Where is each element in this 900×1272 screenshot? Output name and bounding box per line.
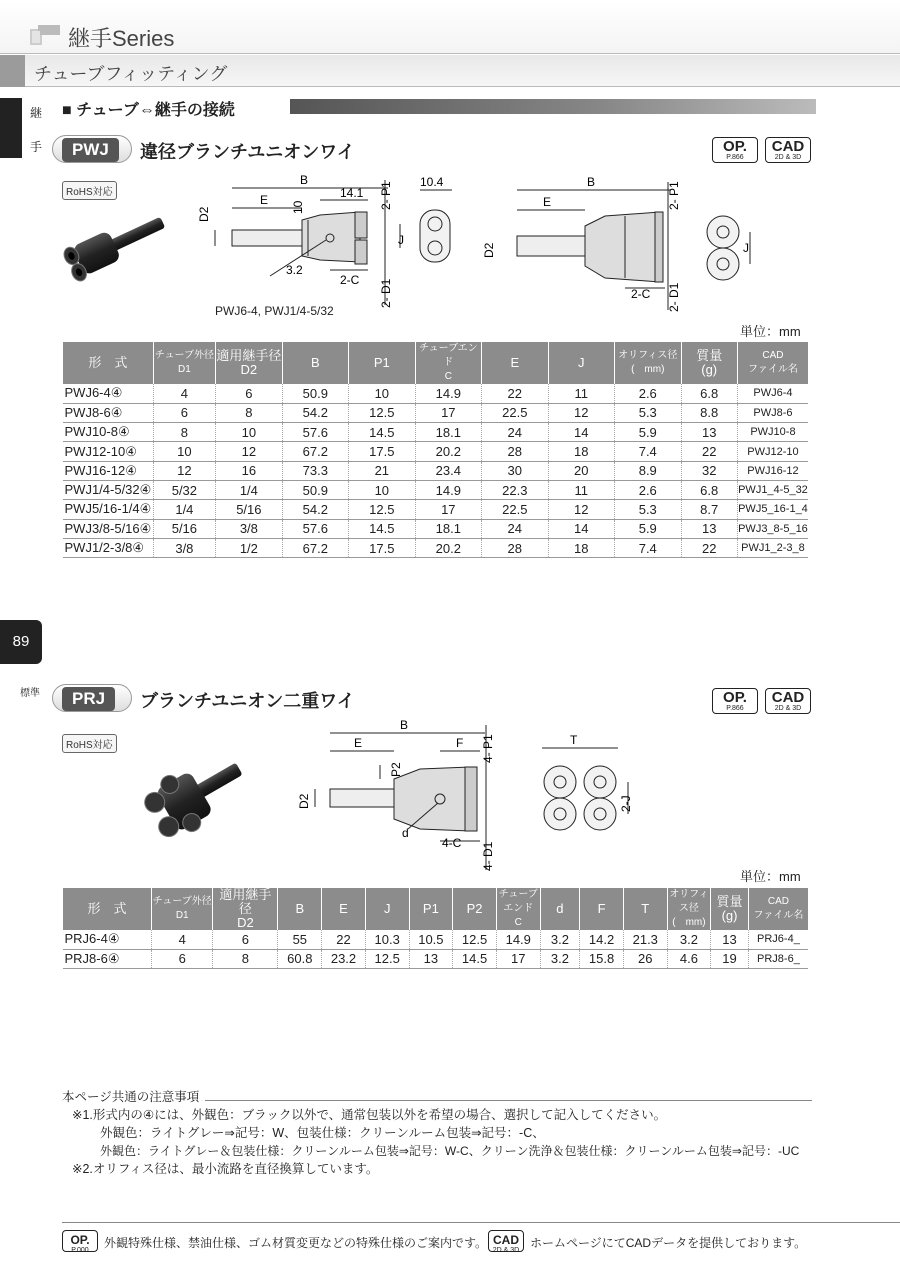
table-cell: 17.5: [349, 538, 415, 557]
table-cell: 13: [711, 930, 749, 949]
cad-download-button[interactable]: [765, 688, 811, 714]
table-cell: 5/16: [216, 500, 282, 519]
model-cell: PWJ12-10④: [63, 442, 154, 461]
table-cell: 12.5: [453, 930, 497, 949]
table-header-cell: チューブ外径 D1: [153, 342, 215, 384]
table-row: [63, 403, 809, 422]
pwj-large-dimension-diagram: [475, 170, 765, 315]
table-header-cell: オリフィス径 ( mm): [667, 888, 711, 930]
table-cell: 12: [548, 500, 614, 519]
dim-label: 4-C: [442, 836, 462, 850]
dim-label: E: [260, 193, 269, 207]
footer-op-button[interactable]: [62, 1230, 98, 1252]
dim-label: B: [587, 175, 596, 189]
side-tab-marker: [0, 98, 22, 158]
table-cell: 12: [216, 442, 282, 461]
cad-label: CAD: [771, 689, 805, 706]
table-cell: 50.9: [282, 384, 348, 403]
table-cell: 12: [548, 403, 614, 422]
table-cell: 6: [213, 930, 278, 949]
rohs-badge: RoHS対応: [62, 181, 117, 200]
table-cell: 20: [548, 461, 614, 480]
dim-label: B: [400, 718, 409, 732]
note-line: ※1.形式内の④には、外観色：ブラック以外で、通常包装以外を希望の場合、選択して記入してください。: [72, 1108, 667, 1122]
table-header-cell: E: [482, 342, 548, 384]
table-cell: 55: [278, 930, 322, 949]
dim-label: E: [543, 195, 552, 209]
table-cell: 3.2: [540, 930, 580, 949]
cad-sub: 2D & 3D: [774, 154, 802, 161]
table-header-cell: T: [623, 888, 667, 930]
table-cell: 67.2: [282, 538, 348, 557]
table-cell: 12.5: [365, 949, 409, 968]
dim-label: 3.2: [286, 263, 303, 277]
cad-sub: 2D & 3D: [774, 705, 802, 712]
table-header-cell: E: [322, 888, 366, 930]
prj-dimension-diagram: [290, 715, 520, 875]
dim-label: F: [456, 736, 464, 750]
table-cell: 8: [216, 403, 282, 422]
model-cell: PWJ1/4-5/32④: [63, 480, 154, 499]
cad-file-cell: PWJ8-6: [737, 403, 808, 422]
table-header-cell: CAD ファイル名: [737, 342, 808, 384]
product-code: PRJ: [62, 687, 115, 711]
prj-end-view-diagram: [530, 730, 640, 840]
table-row: [63, 519, 809, 538]
pwj-small-dimension-diagram: [190, 170, 470, 310]
cad-file-cell: PWJ16-12: [737, 461, 808, 480]
table-cell: 17: [415, 403, 481, 422]
dim-label: 2-C: [340, 273, 360, 287]
table-cell: 3.2: [667, 930, 711, 949]
table-cell: 7.4: [615, 538, 681, 557]
table-header-cell: 質量 (g): [711, 888, 749, 930]
dim-label: 10.4: [420, 175, 444, 189]
table-row: [63, 949, 809, 968]
model-cell: PWJ10-8④: [63, 423, 154, 442]
table-header-cell: 形 式: [63, 342, 154, 384]
table-cell: 4: [152, 930, 213, 949]
table-header-cell: 適用継手径 D2: [216, 342, 282, 384]
table-cell: 32: [681, 461, 737, 480]
table-cell: 8.9: [615, 461, 681, 480]
table-cell: 2.6: [615, 480, 681, 499]
table-cell: 10: [216, 423, 282, 442]
unit-label: 単位：mm: [740, 869, 801, 884]
table-cell: 21: [349, 461, 415, 480]
table-header-cell: J: [365, 888, 409, 930]
dim-label: D2: [482, 242, 496, 258]
cad-download-button[interactable]: [765, 137, 811, 163]
table-cell: 23.2: [322, 949, 366, 968]
table-header-cell: チューブエンド C: [415, 342, 481, 384]
dim-label: 2- D1: [379, 278, 393, 308]
cad-label: CAD: [493, 1233, 519, 1247]
table-cell: 28: [482, 538, 548, 557]
table-row: [63, 461, 809, 480]
dim-label: J: [398, 233, 404, 247]
rohs-badge: RoHS対応: [62, 734, 117, 753]
table-cell: 10: [349, 384, 415, 403]
table-cell: 13: [409, 949, 453, 968]
table-cell: 60.8: [278, 949, 322, 968]
table-cell: 4: [153, 384, 215, 403]
table-cell: 22: [482, 384, 548, 403]
dim-label: 2- D1: [667, 282, 681, 312]
dim-label: J: [743, 241, 749, 255]
table-cell: 18.1: [415, 423, 481, 442]
dim-label: 4- P1: [481, 734, 495, 763]
table-cell: 12.5: [349, 500, 415, 519]
model-cell: PRJ8-6④: [63, 949, 152, 968]
op-page: P.866: [726, 154, 744, 161]
table-cell: 15.8: [580, 949, 624, 968]
table-cell: 6: [152, 949, 213, 968]
table-header-cell: B: [282, 342, 348, 384]
table-cell: 23.4: [415, 461, 481, 480]
table-cell: 73.3: [282, 461, 348, 480]
model-cell: PWJ6-4④: [63, 384, 154, 403]
model-cell: PWJ5/16-1/4④: [63, 500, 154, 519]
table-cell: 18: [548, 442, 614, 461]
page-subtitle: チューブフィッティング: [34, 64, 228, 84]
section-bar: [290, 99, 816, 114]
product-code: PWJ: [62, 138, 119, 162]
table-cell: 10: [153, 442, 215, 461]
table-cell: 13: [681, 519, 737, 538]
cad-label: CAD: [771, 138, 805, 155]
table-cell: 14.2: [580, 930, 624, 949]
table-cell: 50.9: [282, 480, 348, 499]
prj-spec-table: [62, 888, 808, 969]
table-cell: 22: [322, 930, 366, 949]
table-cell: 22: [681, 442, 737, 461]
table-cell: 14.5: [349, 519, 415, 538]
side-tab-char: 手: [30, 140, 43, 154]
cad-file-cell: PWJ1_2-3_8: [737, 538, 808, 557]
table-header-cell: チューブエンド C: [496, 888, 540, 930]
product-title: ブランチユニオン二重ワイ: [140, 691, 355, 711]
table-cell: 14: [548, 423, 614, 442]
table-cell: 5/32: [153, 480, 215, 499]
table-cell: 20.2: [415, 538, 481, 557]
table-cell: 16: [216, 461, 282, 480]
unit-label: 単位：mm: [740, 324, 801, 339]
table-cell: 12.5: [349, 403, 415, 422]
table-cell: 6.8: [681, 384, 737, 403]
table-cell: 14: [548, 519, 614, 538]
model-cell: PWJ8-6④: [63, 403, 154, 422]
table-cell: 10.3: [365, 930, 409, 949]
table-cell: 24: [482, 519, 548, 538]
page-series-title: 継手Series: [68, 26, 175, 51]
table-cell: 5.9: [615, 519, 681, 538]
table-cell: 20.2: [415, 442, 481, 461]
table-cell: 18: [548, 538, 614, 557]
table-header-cell: 適用継手径 D2: [213, 888, 278, 930]
table-cell: 14.5: [453, 949, 497, 968]
fitting-logo-icon: [30, 25, 60, 47]
dim-label: 10: [291, 200, 305, 214]
table-row: [63, 930, 809, 949]
cad-file-cell: PRJ8-6_: [748, 949, 808, 968]
table-cell: 17: [496, 949, 540, 968]
table-cell: 11: [548, 384, 614, 403]
section-title: ■ チューブ⇔継手の接続: [62, 97, 243, 120]
table-cell: 28: [482, 442, 548, 461]
table-cell: 17: [415, 500, 481, 519]
op-reference-button[interactable]: [712, 137, 758, 163]
table-header-cell: d: [540, 888, 580, 930]
dim-label: 14.1: [340, 186, 364, 200]
table-cell: 5/16: [153, 519, 215, 538]
table-cell: 1/4: [153, 500, 215, 519]
table-cell: 21.3: [623, 930, 667, 949]
table-cell: 1/4: [216, 480, 282, 499]
model-cell: PWJ1/2-3/8④: [63, 538, 154, 557]
model-cell: PWJ16-12④: [63, 461, 154, 480]
dim-label: T: [570, 733, 578, 747]
table-row: [63, 480, 809, 499]
table-header-cell: P1: [349, 342, 415, 384]
table-cell: 2.6: [615, 384, 681, 403]
dim-label: d: [402, 826, 409, 840]
footer-cad-button[interactable]: [488, 1230, 524, 1252]
diagram-caption: PWJ6-4, PWJ1/4-5/32: [215, 304, 334, 318]
table-row: [63, 538, 809, 557]
cad-sub: 2D & 3D: [492, 1247, 520, 1254]
table-cell: 11: [548, 480, 614, 499]
table-header-cell: オリフィス径 ( mm): [615, 342, 681, 384]
table-cell: 14.5: [349, 423, 415, 442]
table-cell: 3.2: [540, 949, 580, 968]
table-cell: 17.5: [349, 442, 415, 461]
dim-label: 4- D1: [481, 841, 495, 871]
table-cell: 14.9: [496, 930, 540, 949]
table-row: [63, 442, 809, 461]
pwj-product-photo: [55, 215, 175, 285]
note-line: 外観色：ライトグレー＆包装仕様：クリーンルーム包装⇒記号：W-C、クリーン洗浄＆包装仕様：クリーンルーム包装⇒記号：-UC: [100, 1144, 800, 1158]
dim-label: P2: [389, 762, 403, 777]
note-line: ※2.オリフィス径は、最小流路を直径換算しています。: [72, 1162, 379, 1176]
table-row: [63, 384, 809, 403]
table-header-cell: P1: [409, 888, 453, 930]
table-cell: 6: [216, 384, 282, 403]
dim-label: D2: [197, 206, 211, 222]
table-cell: 19: [711, 949, 749, 968]
table-cell: 26: [623, 949, 667, 968]
table-header-cell: B: [278, 888, 322, 930]
table-cell: 57.6: [282, 423, 348, 442]
table-header-cell: J: [548, 342, 614, 384]
table-cell: 3/8: [153, 538, 215, 557]
table-cell: 5.3: [615, 500, 681, 519]
table-cell: 13: [681, 423, 737, 442]
op-label: OP.: [723, 138, 747, 155]
table-cell: 67.2: [282, 442, 348, 461]
table-cell: 10.5: [409, 930, 453, 949]
cad-file-cell: PWJ12-10: [737, 442, 808, 461]
op-page: P.000: [71, 1247, 89, 1254]
table-header-cell: チューブ外径 D1: [152, 888, 213, 930]
table-cell: 5.9: [615, 423, 681, 442]
op-label: OP.: [70, 1233, 90, 1247]
dim-label: B: [300, 173, 309, 187]
cad-file-cell: PWJ3_8-5_16: [737, 519, 808, 538]
table-header-cell: CAD ファイル名: [748, 888, 808, 930]
prj-product-photo: [135, 755, 250, 840]
table-row: [63, 500, 809, 519]
model-cell: PWJ3/8-5/16④: [63, 519, 154, 538]
table-cell: 7.4: [615, 442, 681, 461]
table-cell: 22.5: [482, 403, 548, 422]
side-tab-char: 継: [30, 106, 43, 120]
side-category-label: 標準: [20, 688, 40, 699]
dim-label: 2- P1: [667, 181, 681, 210]
table-cell: 12: [153, 461, 215, 480]
subheader-accent: [0, 55, 25, 87]
table-cell: 22.3: [482, 480, 548, 499]
table-cell: 8: [213, 949, 278, 968]
dim-label: 2- P1: [379, 181, 393, 210]
table-cell: 6: [153, 403, 215, 422]
dim-label: D2: [297, 793, 311, 809]
table-cell: 8.8: [681, 403, 737, 422]
table-header-cell: F: [580, 888, 624, 930]
op-reference-button[interactable]: [712, 688, 758, 714]
dim-label: E: [354, 736, 363, 750]
table-cell: 8: [153, 423, 215, 442]
table-cell: 4.6: [667, 949, 711, 968]
table-cell: 22.5: [482, 500, 548, 519]
table-cell: 1/2: [216, 538, 282, 557]
page-number: 89: [0, 620, 42, 664]
footer-cad-text: ホームページにてCADデータを提供しております。: [530, 1236, 807, 1250]
table-cell: 10: [349, 480, 415, 499]
table-cell: 14.9: [415, 480, 481, 499]
pwj-spec-table: [62, 342, 808, 558]
cad-file-cell: PWJ10-8: [737, 423, 808, 442]
table-row: [63, 423, 809, 442]
cad-file-cell: PWJ5_16-1_4: [737, 500, 808, 519]
op-label: OP.: [723, 689, 747, 706]
table-cell: 8.7: [681, 500, 737, 519]
note-line: 外観色：ライトグレー⇒記号：W、包装仕様：クリーンルーム包装⇒記号：-C、: [100, 1126, 545, 1140]
op-page: P.866: [726, 705, 744, 712]
table-cell: 14.9: [415, 384, 481, 403]
table-cell: 30: [482, 461, 548, 480]
cad-file-cell: PWJ1_4-5_32: [737, 480, 808, 499]
table-cell: 54.2: [282, 500, 348, 519]
dim-label: 2-C: [631, 287, 651, 301]
table-header-cell: 質量 (g): [681, 342, 737, 384]
footer-op-text: 外観特殊仕様、禁油仕様、ゴム材質変更などの特殊仕様のご案内です。: [104, 1236, 488, 1250]
dim-label: 2-J: [619, 795, 633, 812]
table-cell: 22: [681, 538, 737, 557]
footer-divider: [62, 1222, 900, 1223]
table-header-cell: 形 式: [63, 888, 152, 930]
table-cell: 24: [482, 423, 548, 442]
product-title: 違径ブランチユニオンワイ: [140, 142, 355, 162]
notes-title: 本ページ共通の注意事項: [62, 1088, 205, 1106]
cad-file-cell: PWJ6-4: [737, 384, 808, 403]
cad-file-cell: PRJ6-4_: [748, 930, 808, 949]
model-cell: PRJ6-4④: [63, 930, 152, 949]
table-cell: 57.6: [282, 519, 348, 538]
table-cell: 18.1: [415, 519, 481, 538]
table-cell: 5.3: [615, 403, 681, 422]
table-cell: 3/8: [216, 519, 282, 538]
table-header-cell: P2: [453, 888, 497, 930]
common-notes: [62, 1088, 812, 1178]
table-cell: 54.2: [282, 403, 348, 422]
table-cell: 6.8: [681, 480, 737, 499]
